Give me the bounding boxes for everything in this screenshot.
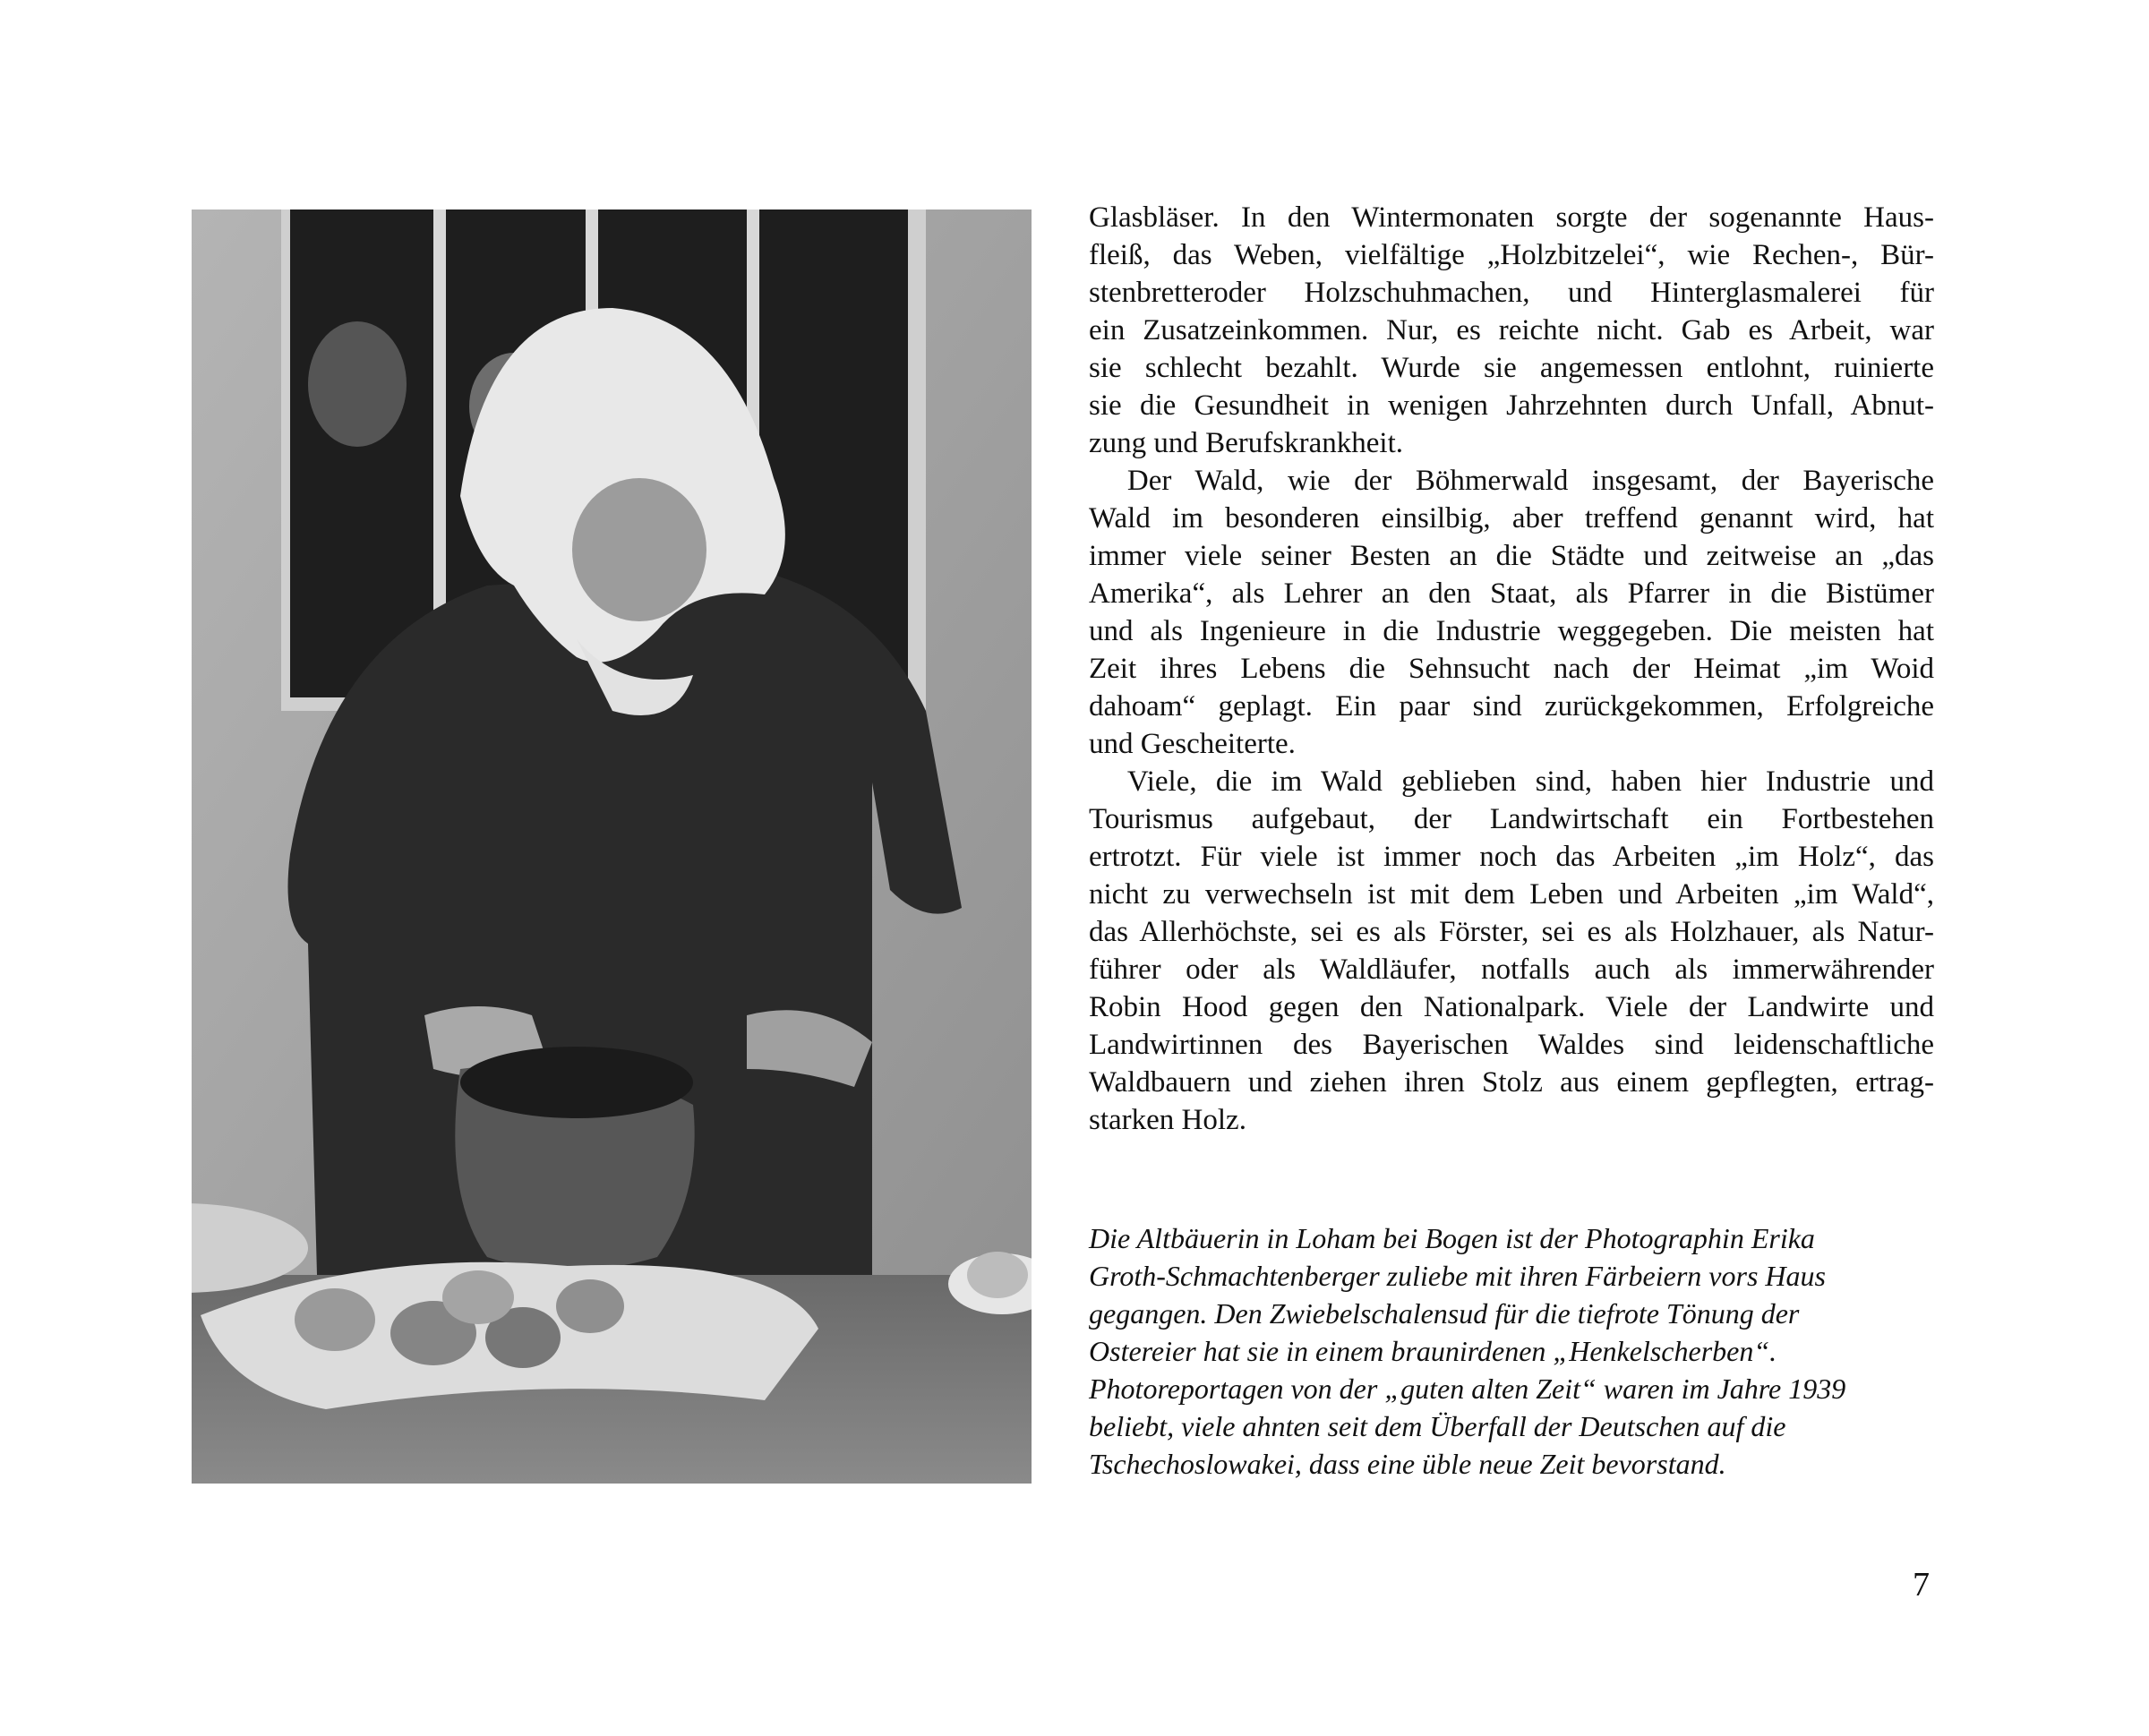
- caption-line: beliebt, viele ahnten seit dem Überfall der Deutschen auf die: [1089, 1410, 1786, 1442]
- text-line: stenbretteroder Holzschuhmachen, und Hinterglasmalerei für: [1089, 277, 1934, 309]
- text-line: sie die Gesundheit in wenigen Jahrzehnten durch Unfall, Abnut-: [1089, 389, 1934, 422]
- caption-line: Tschechoslowakei, dass eine üble neue Zeit bevorstand.: [1089, 1448, 1726, 1480]
- text-line: und als Ingenieure in die Industrie weggegeben. Die meisten hat: [1089, 615, 1934, 647]
- body-paragraph-3: [1089, 763, 1934, 1139]
- body-text-column: [1089, 199, 1934, 1139]
- text-line: Der Wald, wie der Böhmerwald insgesamt, der Bayerische: [1126, 465, 1934, 497]
- text-line: Wald im besonderen einsilbig, aber treffend genannt wird, hat: [1089, 502, 1934, 534]
- text-line: Waldbauern und ziehen ihren Stolz aus einem gepflegten, ertrag-: [1089, 1066, 1934, 1099]
- text-line: zung und Berufskrankheit.: [1089, 427, 1403, 459]
- text-line: sie schlecht bezahlt. Wurde sie angemessen entlohnt, ruinierte: [1089, 352, 1934, 384]
- photograph-illustration: [192, 210, 1032, 1484]
- page-number: 7: [1913, 1566, 1930, 1603]
- text-line: und Gescheiterte.: [1089, 728, 1296, 760]
- text-line: nicht zu verwechseln ist mit dem Leben und Arbeiten „im Wald“,: [1089, 878, 1934, 911]
- text-line: ein Zusatzeinkommen. Nur, es reichte nicht. Gab es Arbeit, war: [1089, 314, 1934, 346]
- caption-line: Die Altbäuerin in Loham bei Bogen ist der Photographin Erika: [1089, 1222, 1815, 1254]
- photo-caption: [1089, 1219, 1934, 1483]
- text-line: starken Holz.: [1089, 1104, 1246, 1136]
- text-line: Zeit ihres Lebens die Sehnsucht nach der Heimat „im Woid: [1089, 653, 1934, 685]
- text-line: Tourismus aufgebaut, der Landwirtschaft ein Fortbestehen: [1089, 803, 1934, 835]
- text-line: immer viele seiner Besten an die Städte und zeitweise an „das: [1089, 540, 1934, 572]
- photograph-woman-dyeing-eggs: [192, 210, 1032, 1484]
- body-paragraph-1: [1089, 199, 1934, 462]
- text-line: Glasbläser. In den Wintermonaten sorgte der sogenannte Haus-: [1089, 201, 1934, 234]
- body-paragraph-2: [1089, 462, 1934, 763]
- text-line: Landwirtinnen des Bayerischen Waldes sind leidenschaftliche: [1089, 1029, 1934, 1061]
- text-line: ertrotzt. Für viele ist immer noch das Arbeiten „im Holz“, das: [1089, 841, 1934, 873]
- text-line: dahoam“ geplagt. Ein paar sind zurückgekommen, Erfolgreiche: [1089, 690, 1934, 723]
- caption-line: Photoreportagen von der „guten alten Zeit“ waren im Jahre 1939: [1089, 1373, 1846, 1405]
- caption-line: Ostereier hat sie in einem braunirdenen „Henkelscherben“.: [1089, 1335, 1777, 1367]
- text-line: das Allerhöchste, sei es als Förster, sei es als Holzhauer, als Natur-: [1089, 916, 1934, 948]
- caption-line: gegangen. Den Zwiebelschalensud für die tiefrote Tönung der: [1089, 1297, 1800, 1330]
- text-line: fleiß, das Weben, vielfältige „Holzbitzelei“, wie Rechen-, Bür-: [1089, 239, 1934, 271]
- text-line: Viele, die im Wald geblieben sind, haben hier Industrie und: [1126, 765, 1934, 798]
- text-line: führer oder als Waldläufer, notfalls auch als immerwährender: [1089, 954, 1934, 986]
- text-line: Amerika“, als Lehrer an den Staat, als Pfarrer in die Bistümer: [1089, 577, 1934, 610]
- caption-line: Groth-Schmachtenberger zuliebe mit ihren Färbeiern vors Haus: [1089, 1260, 1826, 1292]
- text-line: Robin Hood gegen den Nationalpark. Viele der Landwirte und: [1089, 991, 1934, 1023]
